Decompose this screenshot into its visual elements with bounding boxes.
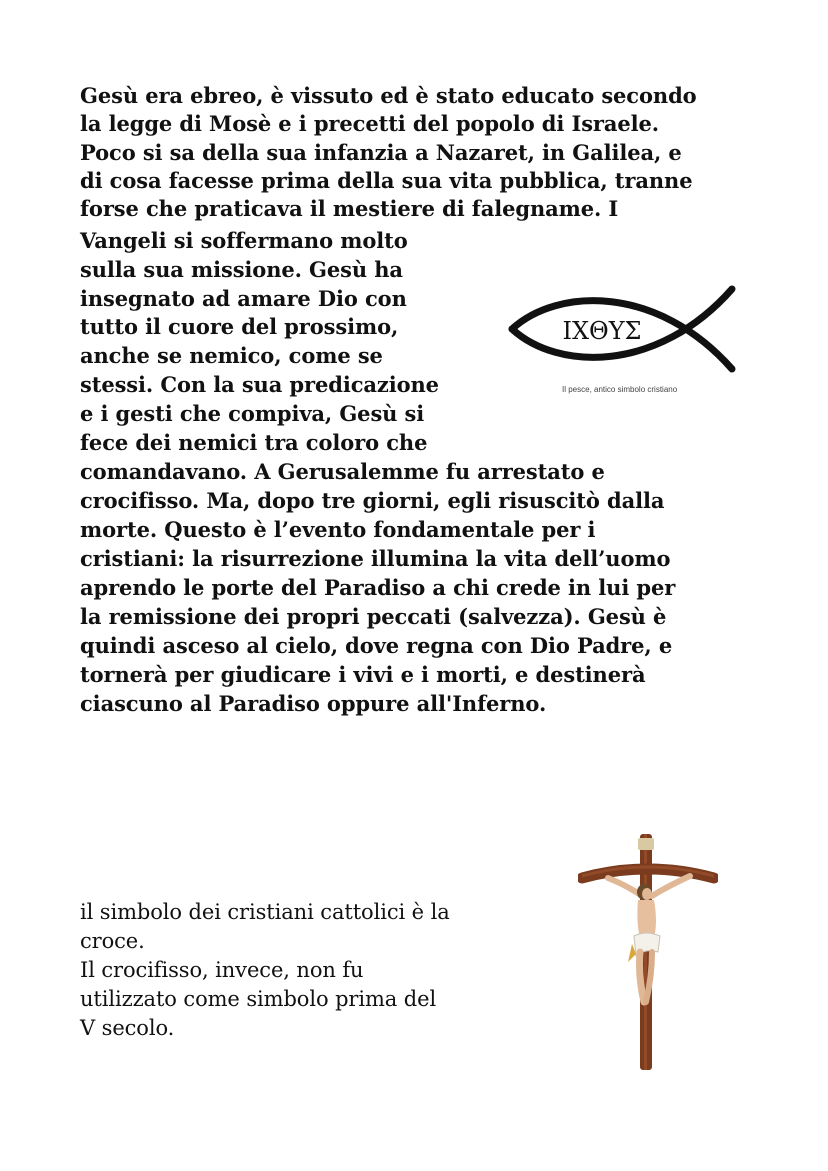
text-line: Poco si sa della sua infanzia a Nazaret, in Galilea, e [80, 140, 682, 165]
text-line: stessi. Con la sua predicazione [80, 372, 439, 397]
ichthys-text: ΙΧΘΥΣ [562, 317, 642, 345]
text-line: insegnato ad amare Dio con [80, 286, 407, 311]
crucifix-icon [578, 826, 718, 1072]
fish-caption: Il pesce, antico simbolo cristiano [562, 385, 678, 394]
text-line: il simbolo dei cristiani cattolici è la [80, 900, 450, 924]
text-line: comandavano. A Gerusalemme fu arrestato e [80, 459, 605, 484]
text-line: V secolo. [80, 1016, 175, 1040]
text-line: fece dei nemici tra coloro che [80, 430, 428, 455]
text-line: Vangeli si soffermano molto [80, 228, 408, 253]
fish-icon [508, 283, 736, 375]
text-line: anche se nemico, come se [80, 343, 383, 368]
text-line: tornerà per giudicare i vivi e i morti, e destinerà [80, 662, 646, 687]
text-line: tutto il cuore del prossimo, [80, 314, 399, 339]
text-line: morte. Questo è l’evento fondamentale per i [80, 517, 596, 542]
text-line: sulla sua missione. Gesù ha [80, 257, 403, 282]
text-line: e i gesti che compiva, Gesù si [80, 401, 425, 426]
text-line: cristiani: la risurrezione illumina la vita dell’uomo [80, 546, 671, 571]
text-line: utilizzato come simbolo prima del [80, 987, 437, 1011]
text-line: Il crocifisso, invece, non fu [80, 958, 364, 982]
text-line: di cosa facesse prima della sua vita pubblica, tranne [80, 168, 693, 193]
text-line: crocifisso. Ma, dopo tre giorni, egli risuscitò dalla [80, 488, 665, 513]
ichthys-fish-image [508, 283, 736, 375]
crucifix-image [578, 826, 718, 1072]
text-line: croce. [80, 929, 145, 953]
text-line: la remissione dei propri peccati (salvezza). Gesù è [80, 604, 667, 629]
text-line: la legge di Mosè e i precetti del popolo di Israele. [80, 111, 660, 136]
text-line: forse che praticava il mestiere di falegname. I [80, 196, 619, 221]
text-line: aprendo le porte del Paradiso a chi crede in lui per [80, 575, 676, 600]
text-line: Gesù era ebreo, è vissuto ed è stato educato secondo [80, 83, 697, 108]
text-line: ciascuno al Paradiso oppure all'Inferno. [80, 691, 547, 716]
text-line: quindi asceso al cielo, dove regna con Dio Padre, e [80, 633, 673, 658]
